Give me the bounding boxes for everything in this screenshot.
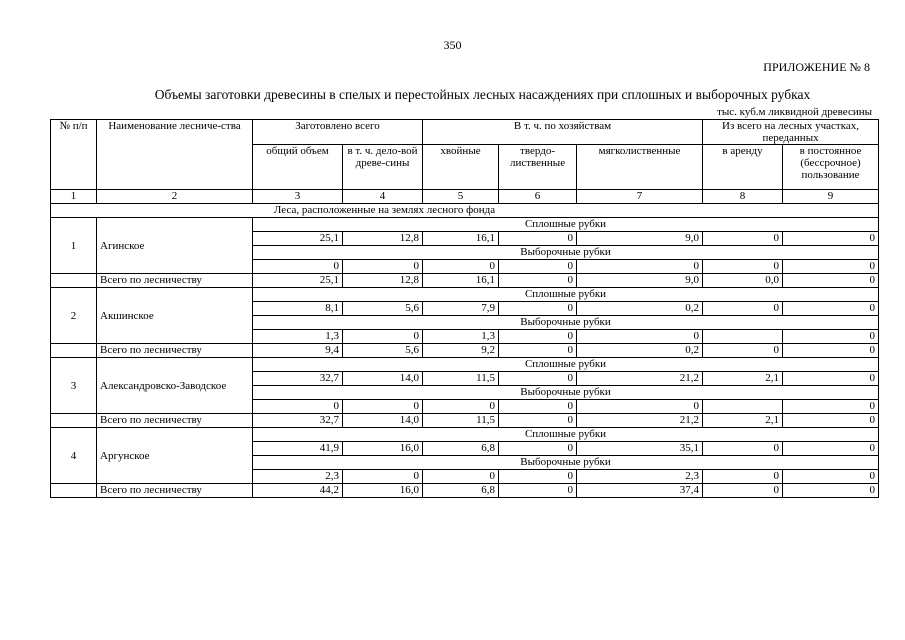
selective-value-cell: 0 xyxy=(783,330,879,344)
selective-value-cell: 0 xyxy=(499,400,577,414)
col-num: 3 xyxy=(253,190,343,204)
forestry-row-clear-label xyxy=(51,358,879,372)
total-value-cell: 9,4 xyxy=(253,344,343,358)
header-lease: в аренду xyxy=(703,145,783,190)
col-num: 7 xyxy=(577,190,703,204)
total-row-label: Всего по лесничеству xyxy=(97,414,253,428)
clear-value-cell: 0 xyxy=(703,232,783,246)
clear-value-cell: 16,0 xyxy=(343,442,423,456)
total-value-cell: 0 xyxy=(499,484,577,498)
total-value-cell: 5,6 xyxy=(343,344,423,358)
col-num: 6 xyxy=(499,190,577,204)
total-value-cell: 16,1 xyxy=(423,274,499,288)
selective-value-cell: 0 xyxy=(703,470,783,484)
selective-value-cell: 2,3 xyxy=(577,470,703,484)
total-value-cell: 16,0 xyxy=(343,484,423,498)
clear-cut-label: Сплошные рубки xyxy=(253,218,879,232)
total-value-cell: 0 xyxy=(783,484,879,498)
clear-value-cell: 8,1 xyxy=(253,302,343,316)
forestry-row-clear-label xyxy=(51,288,879,302)
selective-value-cell xyxy=(703,400,783,414)
clear-value-cell: 14,0 xyxy=(343,372,423,386)
total-value-cell: 44,2 xyxy=(253,484,343,498)
clear-value-cell: 9,0 xyxy=(577,232,703,246)
total-row-spacer xyxy=(51,414,97,428)
clear-value-cell: 0 xyxy=(783,442,879,456)
forestry-row-clear-label xyxy=(51,428,879,442)
total-value-cell: 9,2 xyxy=(423,344,499,358)
forestry-number: 4 xyxy=(51,428,97,484)
forestry-number: 1 xyxy=(51,218,97,274)
total-value-cell: 0 xyxy=(703,344,783,358)
units-note: тыс. куб.м ликвидной древесины xyxy=(717,106,872,118)
total-row-label: Всего по лесничеству xyxy=(97,484,253,498)
clear-value-cell: 35,1 xyxy=(577,442,703,456)
clear-cut-label: Сплошные рубки xyxy=(253,428,879,442)
total-value-cell: 0 xyxy=(783,344,879,358)
header-permanent: в постоянное (бессрочное) пользование xyxy=(783,145,879,190)
total-row-label: Всего по лесничеству xyxy=(97,344,253,358)
header-name: Наименование лесниче-ства xyxy=(97,120,253,190)
forestry-row-clear-label xyxy=(51,218,879,232)
total-value-cell: 11,5 xyxy=(423,414,499,428)
selective-value-cell: 0 xyxy=(783,400,879,414)
clear-value-cell: 0 xyxy=(783,302,879,316)
col-num: 1 xyxy=(51,190,97,204)
forestry-row-total xyxy=(51,414,879,428)
total-row-spacer xyxy=(51,484,97,498)
total-value-cell: 32,7 xyxy=(253,414,343,428)
total-value-cell: 0 xyxy=(703,484,783,498)
clear-value-cell: 0 xyxy=(499,372,577,386)
header-row-1 xyxy=(51,120,879,145)
clear-value-cell: 16,1 xyxy=(423,232,499,246)
clear-value-cell: 0,2 xyxy=(577,302,703,316)
total-value-cell: 21,2 xyxy=(577,414,703,428)
col-num: 5 xyxy=(423,190,499,204)
forestry-number: 3 xyxy=(51,358,97,414)
total-value-cell: 0,2 xyxy=(577,344,703,358)
clear-cut-label: Сплошные рубки xyxy=(253,358,879,372)
total-value-cell: 0,0 xyxy=(703,274,783,288)
clear-value-cell: 7,9 xyxy=(423,302,499,316)
selective-value-cell: 0 xyxy=(783,260,879,274)
clear-value-cell: 5,6 xyxy=(343,302,423,316)
selective-value-cell: 0 xyxy=(703,260,783,274)
total-value-cell: 2,1 xyxy=(703,414,783,428)
selective-value-cell: 1,3 xyxy=(253,330,343,344)
header-softwood: мягколиственные xyxy=(577,145,703,190)
selective-value-cell: 0 xyxy=(783,470,879,484)
header-business: в т. ч. дело-вой древе-сины xyxy=(343,145,423,190)
total-value-cell: 0 xyxy=(499,414,577,428)
selective-cut-label: Выборочные рубки xyxy=(253,456,879,470)
clear-value-cell: 6,8 xyxy=(423,442,499,456)
clear-value-cell: 25,1 xyxy=(253,232,343,246)
harvest-table xyxy=(50,119,879,498)
total-row-spacer xyxy=(51,274,97,288)
col-num: 8 xyxy=(703,190,783,204)
header-transferred: Из всего на лесных участках, переданных xyxy=(703,120,879,145)
clear-value-cell: 0 xyxy=(499,302,577,316)
col-num: 4 xyxy=(343,190,423,204)
header-by-farm: В т. ч. по хозяйствам xyxy=(423,120,703,145)
total-value-cell: 6,8 xyxy=(423,484,499,498)
forestry-row-total xyxy=(51,484,879,498)
selective-value-cell: 0 xyxy=(343,470,423,484)
selective-value-cell: 0 xyxy=(499,470,577,484)
selective-value-cell: 0 xyxy=(499,330,577,344)
total-value-cell: 0 xyxy=(783,274,879,288)
total-value-cell: 12,8 xyxy=(343,274,423,288)
selective-value-cell: 0 xyxy=(423,260,499,274)
section-row xyxy=(51,204,879,218)
header-conifer: хвойные xyxy=(423,145,499,190)
clear-value-cell: 2,1 xyxy=(703,372,783,386)
header-hardwood: твердо-лиственные xyxy=(499,145,577,190)
selective-value-cell: 0 xyxy=(577,330,703,344)
clear-value-cell: 0 xyxy=(783,232,879,246)
total-value-cell: 0 xyxy=(783,414,879,428)
selective-value-cell: 0 xyxy=(343,260,423,274)
header-total-volume: общий объем xyxy=(253,145,343,190)
selective-value-cell: 0 xyxy=(343,400,423,414)
clear-cut-label: Сплошные рубки xyxy=(253,288,879,302)
selective-value-cell: 0 xyxy=(343,330,423,344)
clear-value-cell: 21,2 xyxy=(577,372,703,386)
total-row-label: Всего по лесничеству xyxy=(97,274,253,288)
clear-value-cell: 0 xyxy=(703,302,783,316)
clear-value-cell: 0 xyxy=(783,372,879,386)
forestry-number: 2 xyxy=(51,288,97,344)
clear-value-cell: 0 xyxy=(499,442,577,456)
clear-value-cell: 12,8 xyxy=(343,232,423,246)
total-value-cell: 14,0 xyxy=(343,414,423,428)
selective-value-cell: 0 xyxy=(253,400,343,414)
selective-value-cell xyxy=(703,330,783,344)
selective-value-cell: 0 xyxy=(423,470,499,484)
forestry-row-total xyxy=(51,274,879,288)
clear-value-cell: 41,9 xyxy=(253,442,343,456)
total-value-cell: 9,0 xyxy=(577,274,703,288)
selective-value-cell: 1,3 xyxy=(423,330,499,344)
section-title: Леса, расположенные на землях лесного фонда xyxy=(51,204,879,218)
selective-value-cell: 0 xyxy=(253,260,343,274)
document-title: Объемы заготовки древесины в спелых и перестойных лесных насаждениях при сплошных и выборочных рубках xyxy=(154,87,811,102)
forestry-name: Акшинское xyxy=(97,288,253,344)
total-value-cell: 25,1 xyxy=(253,274,343,288)
header-total: Заготовлено всего xyxy=(253,120,423,145)
column-number-row xyxy=(51,190,879,204)
forestry-row-total xyxy=(51,344,879,358)
forestry-name: Агинское xyxy=(97,218,253,274)
total-value-cell: 37,4 xyxy=(577,484,703,498)
forestry-name: Александровско-Заводское xyxy=(97,358,253,414)
selective-value-cell: 0 xyxy=(423,400,499,414)
selective-value-cell: 0 xyxy=(499,260,577,274)
selective-cut-label: Выборочные рубки xyxy=(253,386,879,400)
total-row-spacer xyxy=(51,344,97,358)
clear-value-cell: 0 xyxy=(703,442,783,456)
selective-value-cell: 0 xyxy=(577,400,703,414)
forestry-name: Аргунское xyxy=(97,428,253,484)
total-value-cell: 0 xyxy=(499,344,577,358)
header-num: № п/п xyxy=(51,120,97,190)
page-number: 350 xyxy=(443,38,462,52)
appendix-label: ПРИЛОЖЕНИЕ № 8 xyxy=(763,60,870,74)
clear-value-cell: 11,5 xyxy=(423,372,499,386)
selective-value-cell: 2,3 xyxy=(253,470,343,484)
col-num: 2 xyxy=(97,190,253,204)
selective-cut-label: Выборочные рубки xyxy=(253,246,879,260)
clear-value-cell: 32,7 xyxy=(253,372,343,386)
col-num: 9 xyxy=(783,190,879,204)
clear-value-cell: 0 xyxy=(499,232,577,246)
total-value-cell: 0 xyxy=(499,274,577,288)
selective-value-cell: 0 xyxy=(577,260,703,274)
selective-cut-label: Выборочные рубки xyxy=(253,316,879,330)
